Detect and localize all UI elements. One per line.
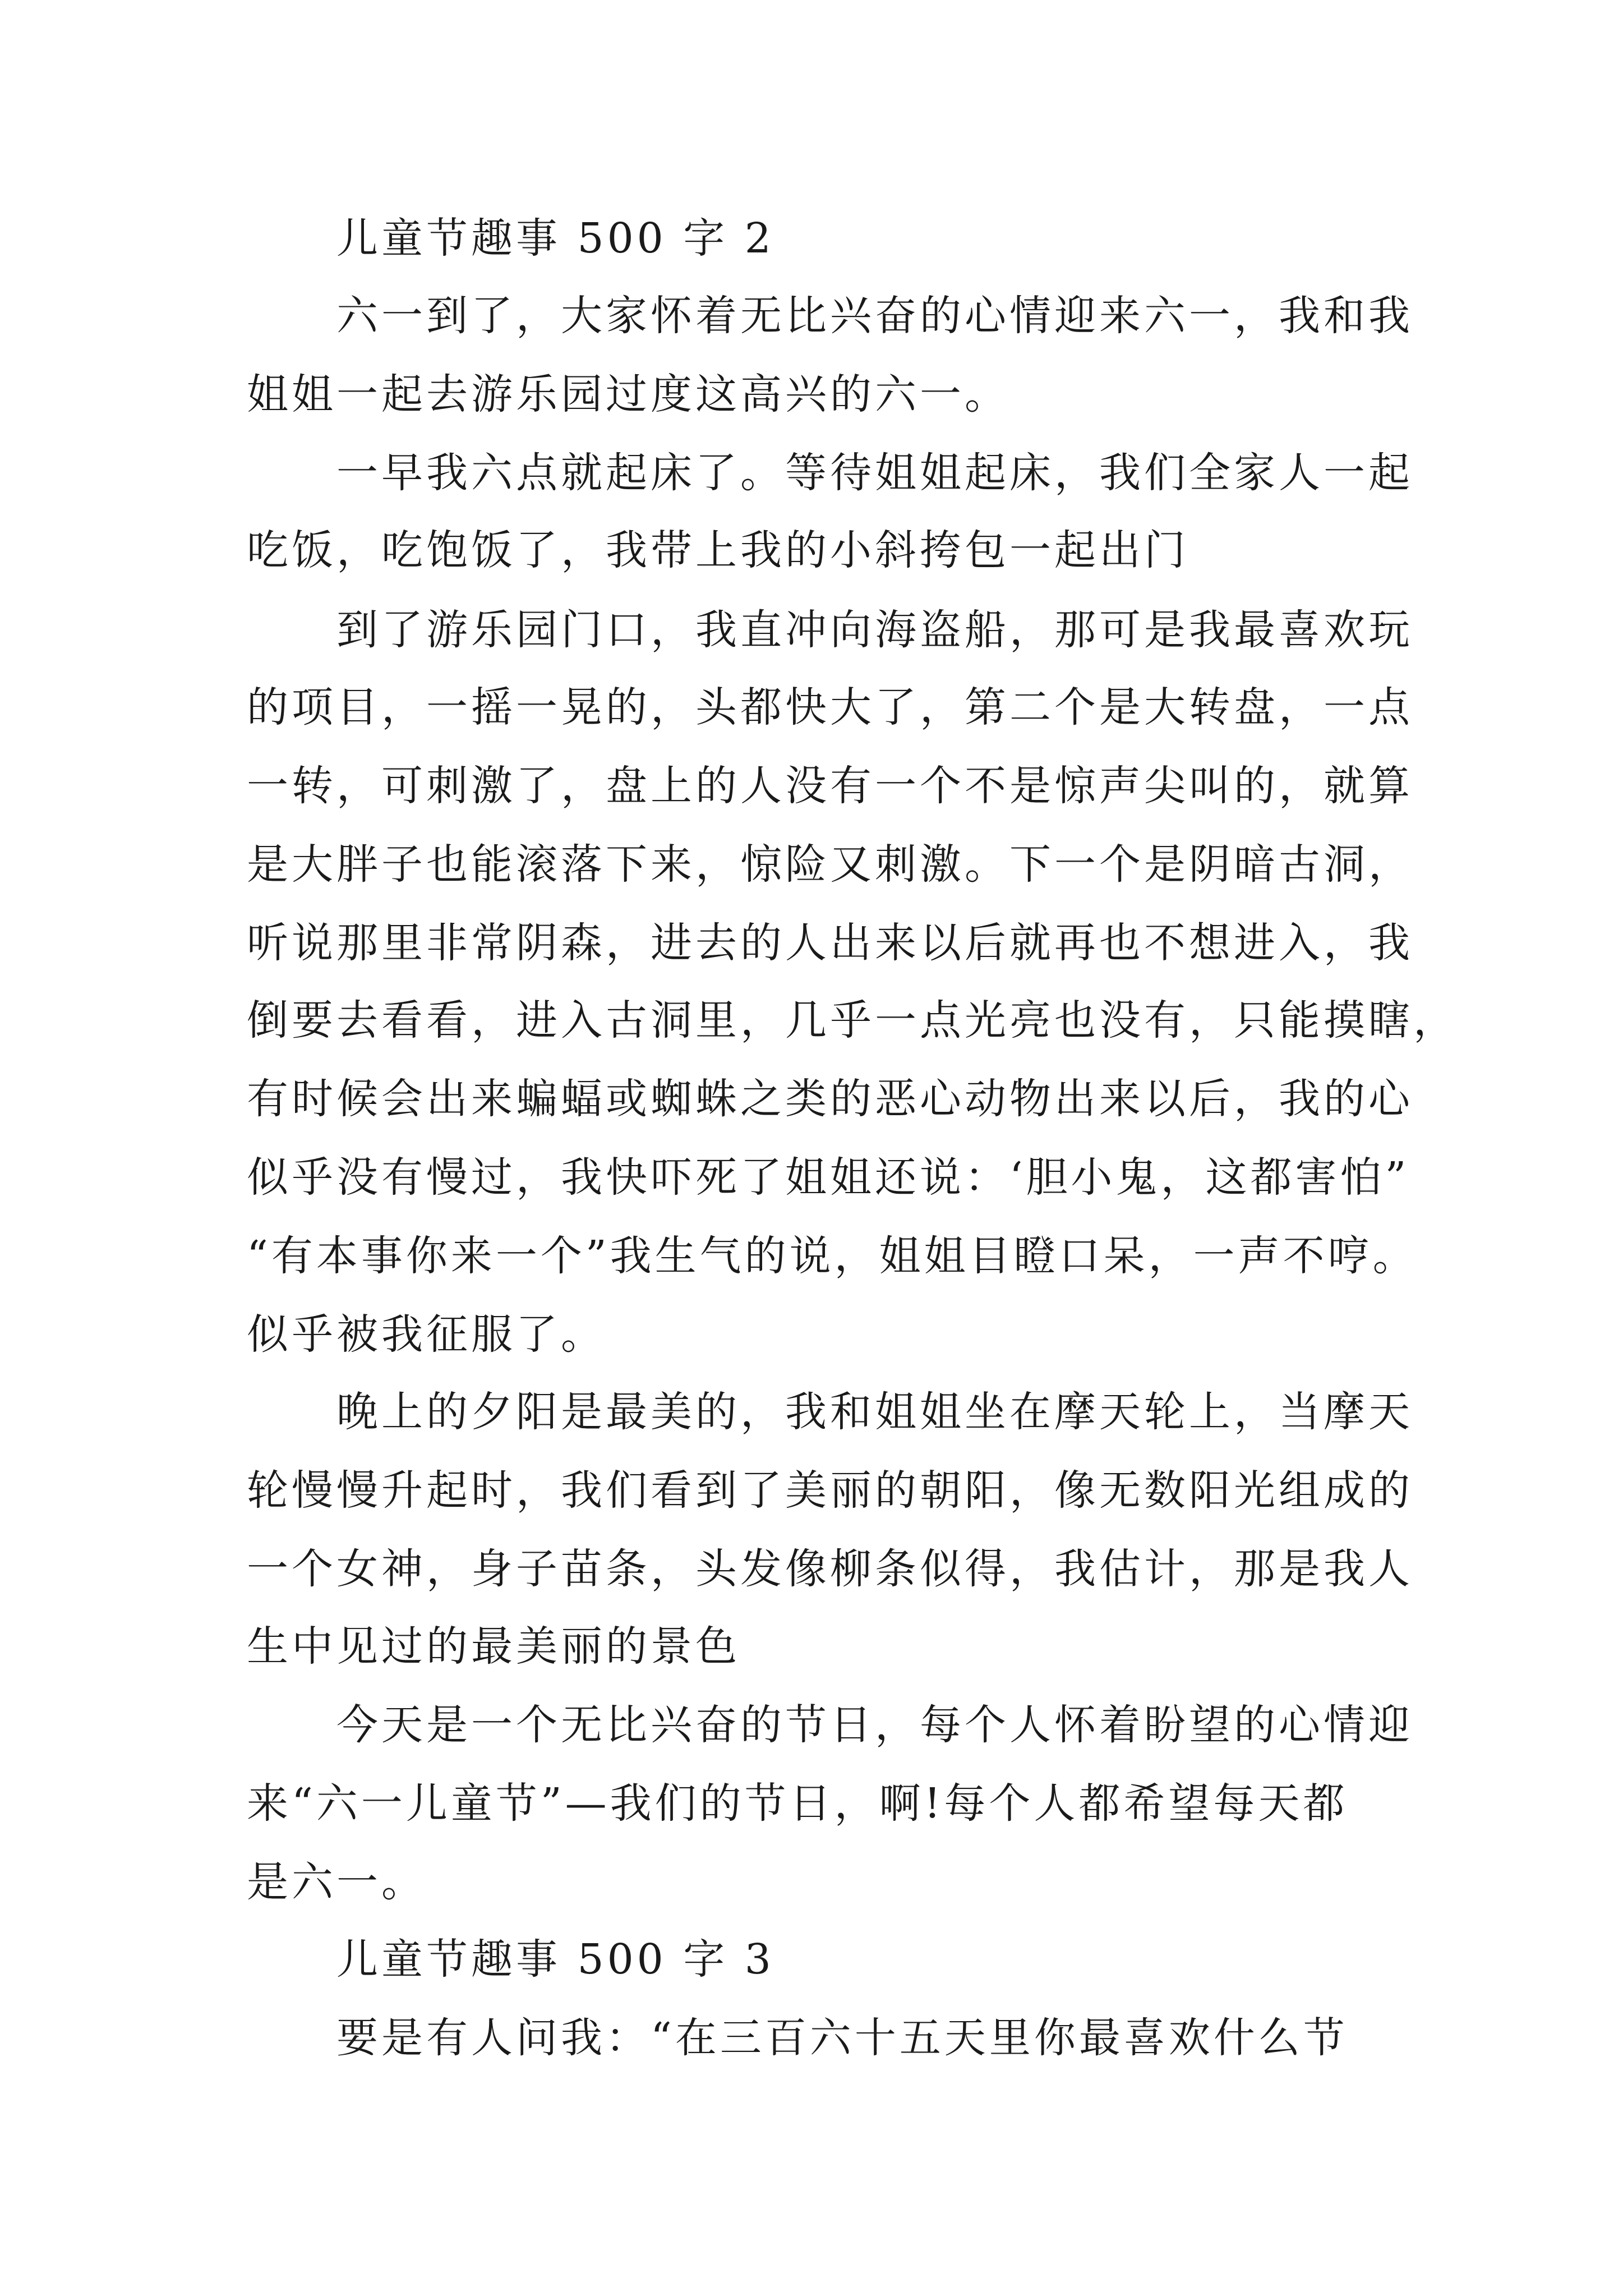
paragraph-line: 来“六一儿童节”—我们的节日，啊!每个人都希望每天都	[247, 1779, 1348, 1828]
paragraph-line: “有本事你来一个”我生气的说，姐姐目瞪口呆，一声不哼。	[247, 1232, 1418, 1280]
paragraph-line: 要是有人问我：“在三百六十五天里你最喜欢什么节	[336, 2014, 1348, 2062]
paragraph-line: 轮慢慢升起时，我们看到了美丽的朝阳，像无数阳光组成的	[247, 1466, 1413, 1515]
section-heading: 儿童节趣事 500 字 3	[336, 1935, 774, 1984]
paragraph-line: 是大胖子也能滚落下来，惊险又刺激。下一个是阴暗古洞，	[247, 840, 1413, 889]
paragraph-line: 是六一。	[247, 1858, 426, 1906]
paragraph-line: 一早我六点就起床了。等待姐姐起床，我们全家人一起	[336, 449, 1413, 497]
paragraph-line: 晚上的夕阳是最美的，我和姐姐坐在摩天轮上，当摩天	[336, 1388, 1413, 1436]
paragraph-line: 到了游乐园门口，我直冲向海盗船，那可是我最喜欢玩	[336, 606, 1413, 654]
section-heading: 儿童节趣事 500 字 2	[336, 214, 774, 263]
paragraph-line: 听说那里非常阴森，进去的人出来以后就再也不想进入，我	[247, 919, 1413, 967]
paragraph-line: 一个女神，身子苗条，头发像柳条似得，我估计，那是我人	[247, 1545, 1413, 1593]
paragraph-line: 倒要去看看，进入古洞里，几乎一点光亮也没有，只能摸瞎，	[247, 996, 1458, 1045]
paragraph-line: 有时候会出来蝙蝠或蜘蛛之类的恶心动物出来以后，我的心	[247, 1075, 1413, 1123]
paragraph-line: 的项目，一摇一晃的，头都快大了，第二个是大转盘，一点	[247, 683, 1413, 731]
paragraph-line: 姐姐一起去游乐园过度这高兴的六一。	[247, 370, 1009, 418]
paragraph-line: 一转，可刺激了，盘上的人没有一个不是惊声尖叫的，就算	[247, 762, 1413, 810]
paragraph-line: 似乎没有慢过，我快吓死了姐姐还说：‘胆小鬼，这都害怕”	[247, 1153, 1410, 1202]
paragraph-line: 今天是一个无比兴奋的节日，每个人怀着盼望的心情迎	[336, 1701, 1413, 1749]
paragraph-line: 似乎被我征服了。	[247, 1310, 606, 1359]
paragraph-line: 吃饭，吃饱饭了，我带上我的小斜挎包一起出门	[247, 526, 1189, 574]
paragraph-line: 生中见过的最美丽的景色	[247, 1622, 740, 1671]
paragraph-line: 六一到了，大家怀着无比兴奋的心情迎来六一，我和我	[336, 292, 1413, 340]
